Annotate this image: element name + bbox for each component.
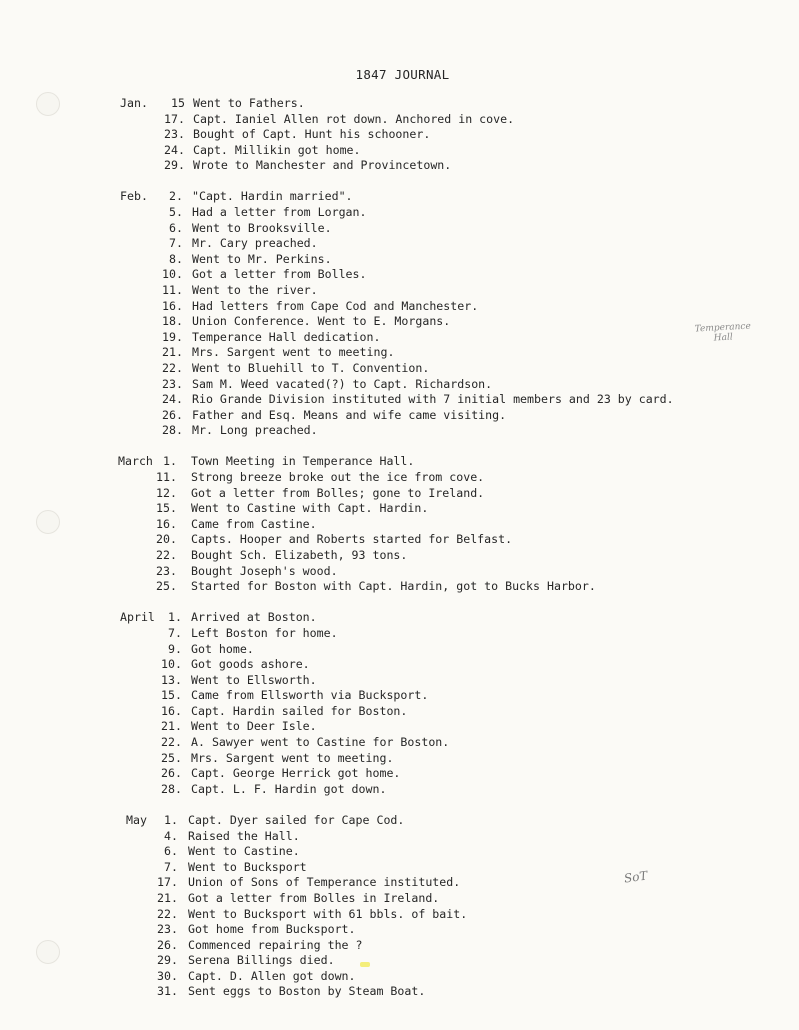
entry-day: 19. xyxy=(162,329,183,344)
month-block xyxy=(0,189,799,439)
journal-entry xyxy=(0,875,799,891)
journal-entry xyxy=(0,330,799,346)
entry-day: 21. xyxy=(157,890,178,905)
entry-text: Commenced repairing the ? xyxy=(188,937,363,952)
journal-entry xyxy=(0,922,799,938)
entry-day: 26. xyxy=(161,766,182,781)
month-block xyxy=(0,610,799,797)
entry-text: Got a letter from Bolles in Ireland. xyxy=(188,890,440,905)
entry-text: Got a letter from Bolles; gone to Ireland. xyxy=(191,485,485,500)
journal-entry xyxy=(0,267,799,283)
entry-day: 1. xyxy=(164,812,178,827)
entry-text: Sam M. Weed vacated(?) to Capt. Richardson. xyxy=(192,376,493,391)
entry-text: Went to Bluehill to T. Convention. xyxy=(192,361,430,375)
journal-entry xyxy=(0,953,799,969)
entry-day: 23. xyxy=(157,922,178,937)
journal-entry xyxy=(0,532,799,548)
journal-entry xyxy=(0,112,799,128)
month-block xyxy=(0,813,799,1000)
entry-text: Wrote to Manchester and Provincetown. xyxy=(193,158,452,173)
entry-day: 1. xyxy=(163,454,177,469)
entry-text: Left Boston for home. xyxy=(191,625,338,640)
entry-day: 16. xyxy=(162,298,183,313)
journal-entry xyxy=(0,345,799,361)
journal-entry xyxy=(0,610,799,626)
entry-day: 22. xyxy=(156,548,177,563)
journal-entry xyxy=(0,283,799,299)
month-label: Jan. xyxy=(120,96,148,110)
entry-day: 16. xyxy=(156,516,177,531)
entry-text: Went to the river. xyxy=(192,283,318,298)
entry-day: 24. xyxy=(162,392,183,407)
entry-day: 15 xyxy=(171,96,185,110)
journal-entry xyxy=(0,938,799,954)
entry-text: Had letters from Cape Cod and Manchester. xyxy=(192,298,479,313)
entry-text: Went to Deer Isle. xyxy=(191,719,317,734)
entry-text: A. Sawyer went to Castine for Boston. xyxy=(191,735,450,750)
entry-day: 16. xyxy=(161,703,182,718)
journal-entry xyxy=(0,486,799,502)
entry-day: 25. xyxy=(156,579,177,594)
journal-entry xyxy=(0,189,799,205)
entry-text: Mrs. Sargent went to meeting. xyxy=(192,345,395,360)
entry-text: Father and Esq. Means and wife came visiting. xyxy=(192,407,507,422)
entry-text: Came from Castine. xyxy=(191,516,317,531)
month-block xyxy=(0,96,799,174)
entry-day: 18. xyxy=(162,314,183,329)
entry-day: 22. xyxy=(157,906,178,921)
journal-entry xyxy=(0,377,799,393)
entry-day: 13. xyxy=(161,672,182,687)
entry-day: 11. xyxy=(162,283,183,298)
entry-text: "Capt. Hardin married". xyxy=(192,189,353,204)
journal-entry xyxy=(0,392,799,408)
entry-day: 1. xyxy=(168,610,182,625)
entry-text: Went to Castine. xyxy=(188,844,300,859)
entry-text: Went to Bucksport xyxy=(188,859,307,874)
entry-day: 23. xyxy=(162,376,183,391)
margin-note-line: Temperance xyxy=(694,321,752,335)
entry-day: 9. xyxy=(168,641,182,656)
entry-text: Got goods ashore. xyxy=(191,657,310,672)
entry-text: Serena Billings died. xyxy=(188,953,335,968)
entry-day: 29. xyxy=(157,953,178,968)
journal-entry xyxy=(0,735,799,751)
entry-text: Capt. L. F. Hardin got down. xyxy=(191,781,387,796)
entry-day: 2. xyxy=(169,189,183,204)
entry-text: Town Meeting in Temperance Hall. xyxy=(191,454,415,469)
journal-entry xyxy=(0,766,799,782)
month-label: Feb. xyxy=(120,189,148,204)
entry-text: Bought Sch. Elizabeth, 93 tons. xyxy=(191,548,408,563)
entry-day: 28. xyxy=(162,423,183,438)
journal-entry xyxy=(0,984,799,1000)
entry-text: Union of Sons of Temperance instituted. xyxy=(188,875,461,890)
journal-entry xyxy=(0,221,799,237)
entry-day: 23. xyxy=(156,563,177,578)
journal-entry xyxy=(0,657,799,673)
journal-entries xyxy=(0,96,799,1016)
journal-entry xyxy=(0,891,799,907)
journal-entry xyxy=(0,626,799,642)
entry-day: 28. xyxy=(161,781,182,796)
journal-entry xyxy=(0,158,799,174)
entry-day: 15. xyxy=(161,688,182,703)
journal-entry xyxy=(0,517,799,533)
entry-text: Capt. D. Allen got down. xyxy=(188,968,356,983)
entry-day: 29. xyxy=(164,158,185,173)
entry-text: Raised the Hall. xyxy=(188,828,300,843)
month-label: May xyxy=(126,812,147,827)
journal-entry xyxy=(0,719,799,735)
journal-entry xyxy=(0,252,799,268)
entry-text: Went to Bucksport with 61 bbls. of bait. xyxy=(188,906,468,921)
highlight-mark xyxy=(360,962,370,967)
entry-text: Arrived at Boston. xyxy=(191,610,317,625)
journal-entry xyxy=(0,501,799,517)
entry-day: 17. xyxy=(164,111,185,126)
entry-text: Went to Castine with Capt. Hardin. xyxy=(191,501,429,516)
journal-entry xyxy=(0,751,799,767)
entry-day: 6. xyxy=(164,844,178,859)
entry-text: Capts. Hooper and Roberts started for Belfast. xyxy=(191,532,513,547)
entry-text: Got a letter from Bolles. xyxy=(192,267,367,282)
entry-text: Started for Boston with Capt. Hardin, got to Bucks Harbor. xyxy=(191,579,596,594)
journal-entry xyxy=(0,454,799,470)
journal-entry xyxy=(0,704,799,720)
entry-text: Went to Fathers. xyxy=(193,96,305,110)
journal-entry xyxy=(0,579,799,595)
entry-day: 11. xyxy=(156,470,177,485)
entry-text: Went to Mr. Perkins. xyxy=(192,251,332,266)
entry-text: Capt. Ianiel Allen rot down. Anchored in cove. xyxy=(193,111,515,126)
entry-day: 12. xyxy=(156,485,177,500)
journal-entry xyxy=(0,361,799,377)
entry-text: Capt. Dyer sailed for Cape Cod. xyxy=(188,812,405,827)
journal-entry xyxy=(0,548,799,564)
entry-text: Bought of Capt. Hunt his schooner. xyxy=(193,127,431,142)
entry-day: 4. xyxy=(164,828,178,843)
entry-text: Got home. xyxy=(191,641,254,656)
entry-day: 10. xyxy=(162,267,183,282)
journal-entry xyxy=(0,127,799,143)
journal-entry xyxy=(0,844,799,860)
margin-note-temperance-hall xyxy=(695,322,752,345)
entry-day: 22. xyxy=(161,735,182,750)
journal-entry xyxy=(0,96,799,112)
entry-text: Went to Brooksville. xyxy=(192,220,332,235)
entry-text: Capt. Hardin sailed for Boston. xyxy=(191,703,408,718)
entry-text: Sent eggs to Boston by Steam Boat. xyxy=(188,984,426,999)
entry-day: 24. xyxy=(164,142,185,157)
entry-text: Got home from Bucksport. xyxy=(188,922,356,937)
journal-entry xyxy=(0,642,799,658)
entry-day: 26. xyxy=(162,407,183,422)
journal-entry xyxy=(0,969,799,985)
entry-day: 17. xyxy=(157,875,178,890)
entry-day: 31. xyxy=(157,984,178,999)
journal-entry xyxy=(0,688,799,704)
margin-note-sot: SoT xyxy=(623,868,649,886)
entry-day: 6. xyxy=(169,220,183,235)
entry-day: 26. xyxy=(157,937,178,952)
entry-text: Had a letter from Lorgan. xyxy=(192,205,367,220)
month-block xyxy=(0,454,799,594)
entry-day: 25. xyxy=(161,750,182,765)
journal-entry xyxy=(0,673,799,689)
journal-entry xyxy=(0,205,799,221)
journal-entry xyxy=(0,470,799,486)
journal-entry xyxy=(0,860,799,876)
entry-day: 20. xyxy=(156,532,177,547)
entry-day: 10. xyxy=(161,657,182,672)
entry-day: 21. xyxy=(161,719,182,734)
entry-day: 22. xyxy=(162,361,183,375)
entry-day: 15. xyxy=(156,501,177,516)
entry-day: 30. xyxy=(157,968,178,983)
page-title: 1847 JOURNAL xyxy=(355,67,450,82)
entry-text: Union Conference. Went to E. Morgans. xyxy=(192,314,451,329)
entry-day: 5. xyxy=(169,205,183,220)
journal-entry xyxy=(0,143,799,159)
entry-day: 23. xyxy=(164,127,185,142)
margin-note-line: Hall xyxy=(713,332,734,344)
entry-text: Mr. Cary preached. xyxy=(192,236,318,251)
entry-text: Temperance Hall dedication. xyxy=(192,329,381,344)
entry-text: Strong breeze broke out the ice from cove. xyxy=(191,470,485,485)
journal-entry xyxy=(0,408,799,424)
entry-text: Mrs. Sargent went to meeting. xyxy=(191,750,394,765)
entry-day: 7. xyxy=(169,236,183,251)
journal-entry xyxy=(0,299,799,315)
entry-day: 7. xyxy=(164,859,178,874)
entry-day: 7. xyxy=(168,625,182,640)
entry-text: Mr. Long preached. xyxy=(192,423,318,438)
journal-entry xyxy=(0,782,799,798)
journal-entry xyxy=(0,236,799,252)
month-label: March xyxy=(118,454,153,469)
journal-entry xyxy=(0,423,799,439)
journal-entry xyxy=(0,907,799,923)
journal-entry xyxy=(0,564,799,580)
entry-text: Capt. Millikin got home. xyxy=(193,142,361,157)
entry-text: Capt. George Herrick got home. xyxy=(191,766,401,781)
entry-day: 8. xyxy=(169,251,183,266)
entry-text: Bought Joseph's wood. xyxy=(191,563,338,578)
journal-entry xyxy=(0,829,799,845)
journal-entry xyxy=(0,314,799,330)
entry-text: Rio Grande Division instituted with 7 initial members and 23 by card. xyxy=(192,392,674,407)
entry-text: Went to Ellsworth. xyxy=(191,672,317,687)
entry-day: 21. xyxy=(162,345,183,360)
entry-text: Came from Ellsworth via Bucksport. xyxy=(191,688,429,703)
journal-entry xyxy=(0,813,799,829)
month-label: April xyxy=(120,610,155,625)
